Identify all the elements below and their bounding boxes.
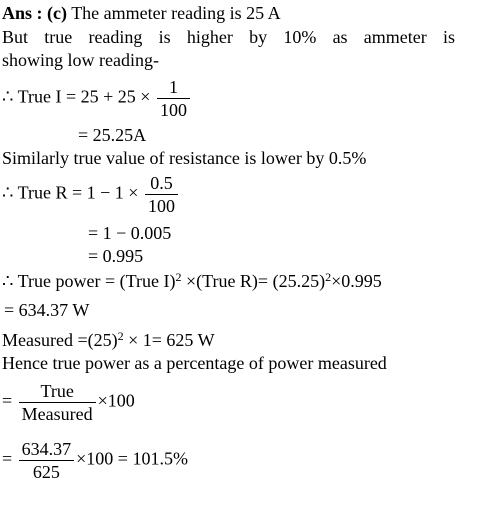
true-current-expr: 25 + 25 ×	[80, 86, 151, 107]
para2: Similarly true value of resistance is lower by 0.5%	[2, 148, 367, 168]
fraction-denominator: 100	[157, 98, 190, 121]
exponent: 2	[175, 270, 182, 284]
measured-tail: × 1= 625 W	[123, 330, 215, 350]
exponent: 2	[117, 329, 124, 343]
measured-lead: Measured =(25)	[2, 330, 118, 350]
fraction-denominator: 100	[145, 194, 178, 217]
ratio-tail: ×100	[97, 390, 135, 411]
ratio-equation	[2, 380, 135, 425]
true-power-equation	[2, 270, 382, 292]
fraction-numerator: True	[40, 381, 74, 401]
final-equation	[2, 438, 188, 483]
true-power-lead: ∴ True power = (True I)	[2, 271, 176, 291]
true-current-lhs: ∴ True I =	[2, 86, 81, 107]
fraction-denominator: Measured	[19, 402, 96, 425]
fraction-numerator: 634.37	[21, 439, 72, 459]
true-power-result: = 634.37 W	[4, 300, 90, 320]
answer-text: The ammeter reading is 25 A	[71, 3, 281, 23]
true-resistance-step1: = 1 − 0.005	[88, 223, 172, 243]
true-current-fraction	[157, 76, 190, 121]
fraction-denominator: 625	[19, 460, 75, 483]
true-resistance-lhs: ∴ True R = 1 − 1 ×	[2, 182, 139, 203]
final-tail: ×100 = 101.5%	[76, 448, 188, 469]
equals-sign: =	[2, 390, 13, 411]
true-resistance-step2: = 0.995	[88, 246, 144, 266]
true-resistance-equation	[2, 172, 180, 217]
true-power-tail: ×0.995	[331, 271, 382, 291]
true-resistance-fraction	[145, 172, 178, 217]
fraction-numerator: 1	[168, 77, 178, 97]
para1-line1: But true reading is higher by 10% as ammeter is	[2, 27, 455, 47]
fraction-numerator: 0.5	[150, 173, 173, 193]
true-current-result: = 25.25A	[78, 125, 147, 145]
final-fraction	[19, 438, 75, 483]
equals-sign: =	[2, 448, 13, 469]
true-current-equation	[2, 76, 192, 121]
para3: Hence true power as a percentage of power measured	[2, 353, 387, 373]
exponent: 2	[325, 270, 332, 284]
answer-line	[2, 2, 281, 24]
measured-power-equation	[2, 329, 215, 351]
ratio-fraction	[19, 380, 96, 425]
answer-label: Ans : (c)	[2, 3, 67, 23]
true-power-mid: ×(True R)= (25.25)	[181, 271, 326, 291]
para1-line2: showing low reading-	[2, 50, 159, 70]
